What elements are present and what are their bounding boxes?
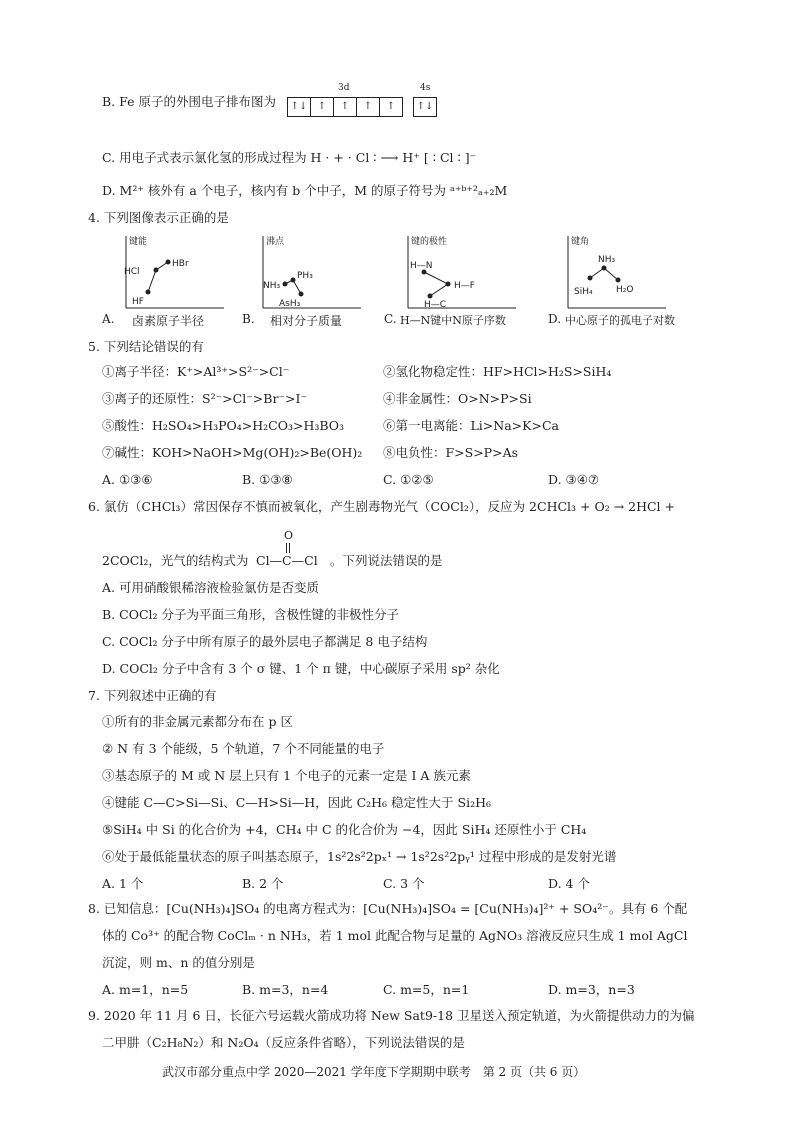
graph-b-xlabel: 相对分子质量 (270, 314, 343, 328)
graph-a-label-hcl: HCl (124, 267, 140, 277)
graph-c-label-hf: H—F (454, 281, 475, 291)
q5-item-1: ①离子半径：K⁺>Al³⁺>S²⁻>Cl⁻ (102, 364, 290, 379)
graph-d-label-nh3: NH₃ (598, 255, 616, 265)
q8-line2: 体的 Co³⁺ 的配合物 CoClₘ · n NH₃，若 1 mol 此配合物与足量的 AgNO₃ 溶液反应只生成 1 mol AgCl (102, 928, 688, 943)
q7-item-4: ④键能 C—C>Si—Si、C—H>Si—H，因此 C₂H₆ 稳定性大于 Si₂H₆ (102, 795, 491, 810)
q6-option-c: C. COCl₂ 分子中所有原子的最外层电子都满足 8 电子结构 (102, 634, 428, 649)
q5-option-b: B. ①③⑧ (242, 472, 293, 487)
graph-c-ylabel: 键的极性 (411, 237, 448, 247)
orbital-4s-1: ↑↓ (416, 101, 434, 112)
q8-line1: 8. 已知信息：[Cu(NH₃)₄]SO₄ 的电离方程式为：[Cu(NH₃)₄]SO₄ = [Cu(NH₃)₄]²⁺ + SO₄²⁻。具有 6 个配 (88, 901, 688, 916)
q7-option-c: C. 3 个 (383, 876, 425, 891)
q8-option-b: B. m=3，n=4 (242, 982, 329, 997)
q6-line1: 6. 氯仿（CHCl₃）常因保存不慎而被氧化，产生剧毒物光气（COCl₂），反应为 2CHCl₃ + O₂ → 2HCl + (88, 499, 676, 514)
q5-item-2: ②氢化物稳定性：HF>HCl>H₂S>SiH₄ (383, 364, 612, 379)
page-footer: 武汉市部分重点中学 2020—2021 学年度下学期期中联考 第 2 页（共 6 页） (162, 1065, 586, 1079)
q6-line2-pre: 2COCl₂，光气的结构式为 (102, 553, 249, 568)
orbital-box-3d (287, 97, 403, 117)
graph-a (118, 232, 228, 312)
q9-line1: 9. 2020 年 11 月 6 日，长征六号运载火箭成功将 New Sat9-18 卫星送入预定轨道，为火箭提供动力的为偏 (88, 1008, 695, 1023)
graph-c-xlabel: H—N键中N原子序数 (400, 314, 506, 327)
graph-b-letter: B. (242, 312, 255, 326)
q7-item-6: ⑥处于最低能量状态的原子叫基态原子，1s²2s²2pₓ¹ → 1s²2s²2pᵧ¹ 过程中形成的是发射光谱 (102, 849, 617, 864)
q5-option-c: C. ①②⑤ (383, 472, 434, 487)
q7-item-5: ⑤SiH₄ 中 Si 的化合价为 +4，CH₄ 中 C 的化合价为 −4，因此 SiH₄ 还原性小于 CH₄ (102, 822, 587, 837)
q7-option-b: B. 2 个 (242, 876, 284, 891)
graph-a-ylabel: 键能 (129, 237, 148, 247)
orbital-3d-2: ↑ (311, 98, 334, 116)
q7-option-a: A. 1 个 (102, 876, 144, 891)
q3-option-b: B. Fe 原子的外围电子排布图为 (102, 94, 276, 109)
graph-a-letter: A. (102, 312, 115, 326)
graph-a-xlabel: 卤素原子半径 (132, 314, 205, 328)
q8-option-a: A. m=1，n=5 (102, 982, 189, 997)
graph-d-ylabel: 键角 (571, 237, 590, 247)
q9-line2: 二甲肼（C₂H₈N₂）和 N₂O₄（反应条件省略），下列说法错误的是 (102, 1035, 465, 1050)
q4-stem: 4. 下列图像表示正确的是 (88, 210, 229, 225)
graph-c-label-hc: H—C (424, 300, 447, 310)
q7-option-d: D. 4 个 (548, 876, 590, 891)
q5-item-4: ④非金属性：O>N>P>Si (383, 391, 532, 406)
q5-stem: 5. 下列结论错误的有 (88, 339, 204, 354)
q8-line3: 沉淀，则 m、n 的值分别是 (102, 955, 255, 970)
q3-option-c: C. 用电子式表示氯化氢的形成过程为 H · + · Cl ∶ ⟶ H⁺ [ ∶ Cl ∶ ]⁻ (102, 150, 477, 165)
graph-d (560, 232, 670, 312)
graph-b-label-nh3: NH₃ (263, 281, 281, 291)
q5-item-8: ⑧电负性：F>S>P>As (383, 445, 519, 460)
orbital-3d-1: ↑↓ (288, 98, 311, 116)
graph-d-xlabel: 中心原子的孤电子对数 (565, 314, 675, 327)
graph-a-line (148, 262, 168, 292)
q5-item-3: ③离子的还原性：S²⁻>Cl⁻>Br⁻>I⁻ (102, 391, 308, 406)
q5-item-5: ⑤酸性：H₂SO₄>H₃PO₄>H₂CO₃>H₃BO₃ (102, 418, 345, 433)
graph-a-label-hf: HF (132, 297, 144, 307)
graph-b-label-ph3: PH₃ (297, 271, 313, 281)
graph-d-letter: D. (548, 312, 562, 326)
graph-c-line (424, 272, 448, 296)
orbital-3d-3: ↑ (334, 98, 357, 116)
label-4s: 4s (420, 83, 431, 93)
q6-option-d: D. COCl₂ 分子中含有 3 个 σ 键、1 个 π 键，中心碳原子采用 sp² 杂化 (102, 661, 500, 676)
q5-item-7: ⑦碱性：KOH>NaOH>Mg(OH)₂>Be(OH)₂ (102, 445, 363, 460)
q6-double-bond (286, 543, 290, 553)
graph-c-label-hn: H—N (410, 261, 433, 271)
graph-d-label-h2o: H₂O (616, 285, 634, 295)
q6-line2-post: 。下列说法错误的是 (330, 553, 443, 568)
graph-c-letter: C. (384, 312, 397, 326)
q7-item-3: ③基态原子的 M 或 N 层上只有 1 个电子的元素一定是 Ⅰ A 族元素 (102, 768, 471, 783)
graph-a-label-hbr: HBr (172, 259, 189, 269)
orbital-3d-4: ↑ (357, 98, 380, 116)
q6-struct-o: O (284, 529, 294, 542)
graph-c (400, 232, 520, 312)
q7-item-2: ② N 有 3 个能级，5 个轨道，7 个不同能量的电子 (102, 741, 385, 756)
q6-struct-main: Cl—C—Cl (256, 553, 318, 568)
q7-stem: 7. 下列叙述中正确的有 (88, 688, 217, 703)
label-3d: 3d (338, 83, 350, 93)
q6-option-b: B. COCl₂ 分子为平面三角形，含极性键的非极性分子 (102, 607, 399, 622)
graph-b-ylabel: 沸点 (266, 237, 285, 247)
graph-b (255, 232, 365, 312)
orbital-box-4s (413, 97, 437, 117)
q5-option-d: D. ③④⑦ (548, 472, 600, 487)
q8-option-d: D. m=3，n=3 (548, 982, 635, 997)
q5-option-a: A. ①③⑥ (102, 472, 153, 487)
q8-option-c: C. m=5，n=1 (383, 982, 470, 997)
graph-b-label-ash3: AsH₃ (279, 299, 301, 309)
q3-option-d: D. M²⁺ 核外有 a 个电子，核内有 b 个中子，M 的原子符号为 ᵃ⁺ᵇ⁺²ₐ₊₂M (102, 183, 508, 198)
q5-item-6: ⑥第一电离能：Li>Na>K>Ca (383, 418, 559, 433)
orbital-3d-5: ↑ (386, 101, 396, 112)
q7-item-1: ①所有的非金属元素都分布在 p 区 (102, 714, 293, 729)
graph-d-label-sih4: SiH₄ (574, 287, 593, 297)
q6-option-a: A. 可用硝酸银稀溶液检验氯仿是否变质 (102, 580, 319, 595)
